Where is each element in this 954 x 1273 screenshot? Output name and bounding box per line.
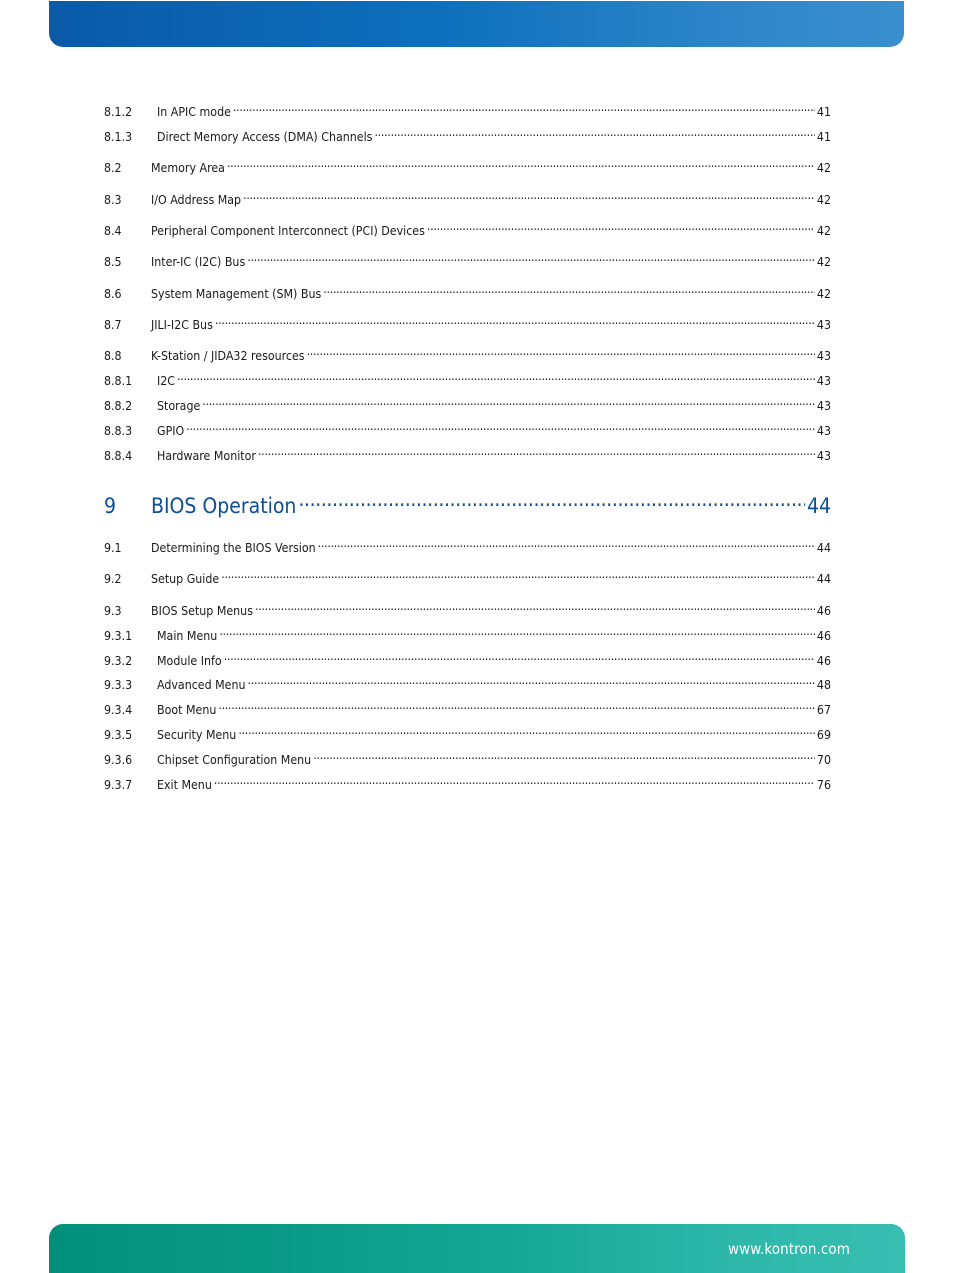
toc-entry-page: 46 [816,629,831,643]
toc-entry-page: 42 [816,255,831,269]
toc-entry[interactable] [104,671,831,692]
toc-entry-page: 44 [806,494,831,518]
toc-entry-page: 48 [816,678,831,692]
toc-entry-title: System Management (SM) Bus [151,287,322,301]
toc-entry-number: 9.2 [104,572,122,586]
toc-entry-number: 8.5 [104,255,122,269]
toc-entry-number: 8.8.3 [104,424,133,438]
toc-entry-title: Hardware Monitor [157,449,256,463]
toc-entry-number: 9.3.2 [104,654,133,668]
toc-entry[interactable] [104,280,831,301]
toc-entry-title: Advanced Menu [157,678,246,692]
toc-entry-title: Setup Guide [151,572,220,586]
dot-leader [318,534,815,552]
toc-entry[interactable] [104,311,831,332]
toc-entry-title: Determining the BIOS Version [151,541,316,555]
toc-entry-page: 41 [816,130,831,144]
toc-entry-title: In APIC mode [157,105,231,119]
toc-entry-number: 8.6 [104,287,122,301]
dot-leader [374,123,814,141]
dot-leader [298,485,805,513]
toc-entry-title: Direct Memory Access (DMA) Channels [157,130,373,144]
toc-entry[interactable] [104,771,831,792]
dot-leader [307,342,815,360]
toc-entry-title: BIOS Operation [151,494,297,518]
toc-entry-number: 8.2 [104,161,122,175]
toc-entry-title: K-Station / JIDA32 resources [151,349,305,363]
toc-entry-page: 43 [816,424,831,438]
toc-entry-number: 9 [104,494,117,518]
toc-entry-number: 9.3.6 [104,753,133,767]
dot-leader [247,248,815,266]
toc-entry-title: Chipset Configuration Menu [157,753,312,767]
toc-entry-title: Main Menu [157,629,218,643]
toc-entry-number: 8.4 [104,224,122,238]
dot-leader [214,771,815,789]
toc-entry-page: 43 [816,318,831,332]
toc-entry[interactable] [104,442,831,463]
toc-entry-page: 67 [816,703,831,717]
dot-leader [177,367,815,385]
header-bar [49,1,904,47]
dot-leader [202,392,815,410]
toc-entry-number: 8.8.4 [104,449,133,463]
dot-leader [243,186,815,204]
toc-entry-title: Exit Menu [157,778,212,792]
dot-leader [215,311,815,329]
toc-entry-number: 8.7 [104,318,122,332]
toc-entry-page: 46 [816,604,831,618]
toc-entry-page: 42 [816,161,831,175]
toc-entry[interactable] [104,597,831,618]
dot-leader [248,671,815,689]
toc-entry-title: Memory Area [151,161,225,175]
toc-entry[interactable] [104,154,831,175]
toc-entry-title: Storage [157,399,201,413]
toc-entry-title: Inter-IC (I2C) Bus [151,255,246,269]
toc-entry[interactable] [104,342,831,363]
toc-entry[interactable] [104,217,831,238]
toc-entry-title: Module Info [157,654,222,668]
toc-entry-page: 69 [816,728,831,742]
dot-leader [221,565,815,583]
toc-entry-page: 46 [816,654,831,668]
toc-entry-page: 42 [816,193,831,207]
toc-entry[interactable] [104,721,831,742]
toc-entry-number: 9.3 [104,604,122,618]
toc-entry[interactable] [104,248,831,269]
toc-entry-page: 41 [816,105,831,119]
toc-entry[interactable] [104,746,831,767]
toc-entry-number: 8.8 [104,349,122,363]
dot-leader [224,647,815,665]
dot-leader [186,417,815,435]
toc-entry-title: I/O Address Map [151,193,242,207]
toc-entry-number: 9.3.1 [104,629,133,643]
toc-entry-title: JILI-I2C Bus [151,318,213,332]
toc-entry-title: GPIO [157,424,185,438]
toc-entry[interactable] [104,647,831,668]
toc-entry-page: 42 [816,224,831,238]
toc-entry-page: 44 [816,572,831,586]
toc-entry-page: 44 [816,541,831,555]
toc-entry[interactable] [104,622,831,643]
toc-entry-number: 8.8.2 [104,399,133,413]
toc-entry[interactable] [104,186,831,207]
dot-leader [255,597,815,615]
toc-entry-title: Boot Menu [157,703,217,717]
toc-entry[interactable] [104,565,831,586]
dot-leader [227,154,815,172]
toc-entry-number: 8.1.3 [104,130,133,144]
toc-entry-title: Security Menu [157,728,237,742]
toc-entry-page: 43 [816,374,831,388]
toc-entry-title: Peripheral Component Interconnect (PCI) Devices [151,224,425,238]
toc-entry[interactable] [104,696,831,717]
dot-leader [258,442,815,460]
dot-leader [313,746,815,764]
toc-entry[interactable] [104,98,831,119]
toc-entry[interactable] [104,123,831,144]
toc-entry-number: 9.3.5 [104,728,133,742]
toc-entry-number: 9.1 [104,541,122,555]
footer-bar [49,1224,905,1273]
toc-entry[interactable] [104,367,831,388]
toc-entry-number: 8.1.2 [104,105,133,119]
dot-leader [323,280,815,298]
toc-entry-title: BIOS Setup Menus [151,604,253,618]
dot-leader [238,721,815,739]
toc-entry[interactable] [104,534,831,555]
toc-entry-page: 43 [816,399,831,413]
toc-entry-page: 76 [816,778,831,792]
toc-entry-page: 43 [816,449,831,463]
toc-entry-number: 9.3.3 [104,678,133,692]
toc-entry-number: 9.3.7 [104,778,133,792]
dot-leader [233,98,815,116]
toc-entry-number: 9.3.4 [104,703,133,717]
dot-leader [219,622,815,640]
toc-entry[interactable] [104,417,831,438]
toc-chapter-entry[interactable] [104,485,831,518]
toc-entry[interactable] [104,392,831,413]
toc-entry-title: I2C [157,374,176,388]
toc-entry-page: 43 [816,349,831,363]
toc-entry-page: 42 [816,287,831,301]
dot-leader [218,696,815,714]
toc-entry-number: 8.8.1 [104,374,133,388]
toc-entry-page: 70 [816,753,831,767]
toc-entry-number: 8.3 [104,193,122,207]
footer-url[interactable]: www.kontron.com [727,1240,850,1258]
dot-leader [427,217,815,235]
